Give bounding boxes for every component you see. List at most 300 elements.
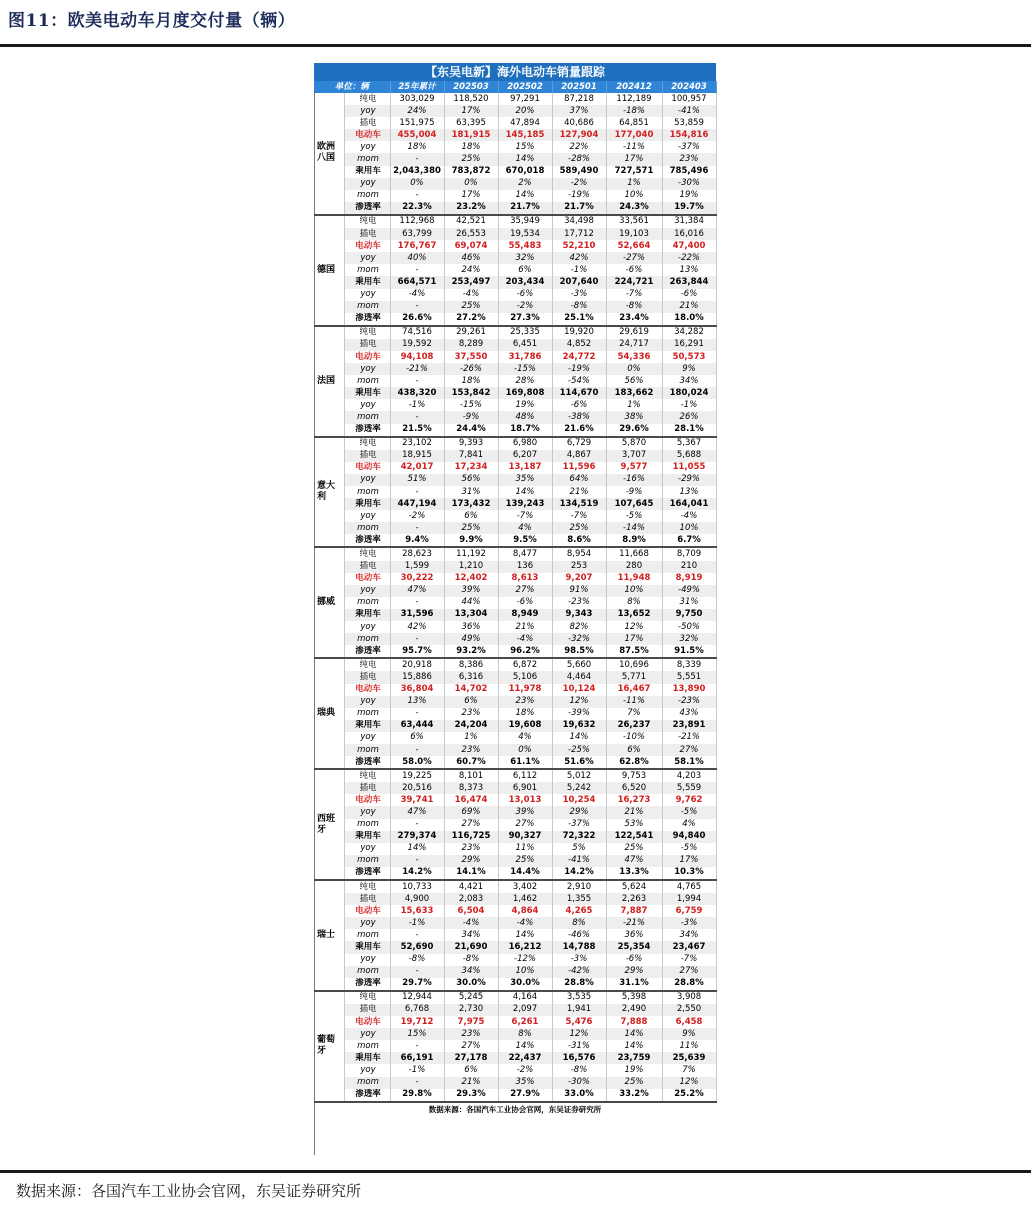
table-cell: -6% — [662, 289, 716, 301]
table-cell: 19% — [606, 1064, 662, 1076]
table-cell: 29.6% — [606, 424, 662, 437]
metric-label: yoy — [344, 585, 390, 597]
table-cell: -6% — [498, 289, 552, 301]
table-row — [314, 387, 716, 399]
table-cell: 13.3% — [606, 867, 662, 880]
table-cell: 19,534 — [498, 228, 552, 240]
country-label: 瑞士 — [314, 880, 344, 991]
table-cell: 4% — [498, 732, 552, 744]
table-cell: 8.9% — [606, 534, 662, 547]
table-cell: 6,504 — [444, 905, 498, 917]
table-row — [314, 240, 716, 252]
table-cell: -1% — [390, 917, 444, 929]
table-cell: 29% — [552, 806, 606, 818]
table-cell: 23% — [662, 153, 716, 165]
table-cell: 24% — [390, 105, 444, 117]
column-header: 202501 — [552, 81, 606, 93]
table-cell: 31,384 — [662, 215, 716, 228]
table-cell: -2% — [552, 178, 606, 190]
table-cell: 136 — [498, 561, 552, 573]
table-cell: 25.2% — [662, 1089, 716, 1102]
table-cell: 69% — [444, 806, 498, 818]
metric-label: yoy — [344, 696, 390, 708]
table-row — [314, 450, 716, 462]
table-cell: 53,859 — [662, 117, 716, 129]
table-cell: 8% — [552, 917, 606, 929]
table-cell: 112,968 — [390, 215, 444, 228]
table-cell: 7,841 — [444, 450, 498, 462]
table-cell: 10.3% — [662, 867, 716, 880]
table-cell: 8,954 — [552, 547, 606, 560]
table-cell: 118,520 — [444, 93, 498, 105]
table-cell: 31.1% — [606, 978, 662, 991]
metric-label: mom — [344, 819, 390, 831]
metric-label: 渗透率 — [344, 534, 390, 547]
table-cell: 39% — [444, 585, 498, 597]
table-cell: -12% — [498, 954, 552, 966]
table-cell: 0% — [606, 363, 662, 375]
table-cell: 94,840 — [662, 831, 716, 843]
metric-label: mom — [344, 744, 390, 756]
table-cell: 14% — [390, 843, 444, 855]
table-cell: 1,462 — [498, 893, 552, 905]
table-cell: 207,640 — [552, 276, 606, 288]
metric-label: 插电 — [344, 228, 390, 240]
table-cell: 10,124 — [552, 684, 606, 696]
table-cell: 670,018 — [498, 166, 552, 178]
table-cell: 13% — [662, 264, 716, 276]
table-row — [314, 917, 716, 929]
table-cell: 10% — [606, 190, 662, 202]
table-row — [314, 978, 716, 991]
table-cell: 438,320 — [390, 387, 444, 399]
table-cell: 13,187 — [498, 462, 552, 474]
table-cell: 783,872 — [444, 166, 498, 178]
table-cell: 6,759 — [662, 905, 716, 917]
table-cell: -39% — [552, 708, 606, 720]
table-cell: 23% — [498, 696, 552, 708]
table-row — [314, 843, 716, 855]
table-cell: -3% — [552, 289, 606, 301]
table-cell: -30% — [662, 178, 716, 190]
table-cell: -14% — [606, 522, 662, 534]
table-cell: -26% — [444, 363, 498, 375]
metric-label: 纯电 — [344, 658, 390, 671]
table-cell: 3,402 — [498, 880, 552, 893]
metric-label: mom — [344, 708, 390, 720]
table-row — [314, 621, 716, 633]
table-cell: - — [390, 153, 444, 165]
table-cell: - — [390, 708, 444, 720]
metric-label: 渗透率 — [344, 313, 390, 326]
table-cell: 7% — [662, 1064, 716, 1076]
metric-label: 电动车 — [344, 129, 390, 141]
table-cell: 21.5% — [390, 424, 444, 437]
table-cell: 23,467 — [662, 941, 716, 953]
table-cell: 14,702 — [444, 684, 498, 696]
table-cell: 51% — [390, 474, 444, 486]
metric-label: mom — [344, 1077, 390, 1089]
table-cell: 27% — [498, 819, 552, 831]
table-cell: -19% — [552, 363, 606, 375]
table-cell: 11% — [498, 843, 552, 855]
table-cell: 23% — [444, 708, 498, 720]
table-cell: 22.3% — [390, 202, 444, 215]
table-cell: 19.7% — [662, 202, 716, 215]
table-cell: 60.7% — [444, 756, 498, 769]
table-cell: -41% — [662, 105, 716, 117]
metric-label: 插电 — [344, 1004, 390, 1016]
metric-label: 乘用车 — [344, 941, 390, 953]
table-cell: 4,765 — [662, 880, 716, 893]
table-cell: 23% — [444, 1028, 498, 1040]
table-cell: - — [390, 597, 444, 609]
table-row — [314, 831, 716, 843]
table-cell: 17% — [662, 855, 716, 867]
table-cell: 49% — [444, 633, 498, 645]
table-cell: -3% — [552, 954, 606, 966]
table-cell: -42% — [552, 966, 606, 978]
table-cell: 28.1% — [662, 424, 716, 437]
table-cell: -1% — [390, 1064, 444, 1076]
metric-label: mom — [344, 966, 390, 978]
table-cell: 42,521 — [444, 215, 498, 228]
table-note-row — [314, 1102, 716, 1117]
table-cell: -41% — [552, 855, 606, 867]
table-cell: 63,799 — [390, 228, 444, 240]
table-cell: 9.9% — [444, 534, 498, 547]
metric-label: yoy — [344, 178, 390, 190]
table-cell: 14% — [498, 153, 552, 165]
table-cell: 589,490 — [552, 166, 606, 178]
table-cell: 29% — [606, 966, 662, 978]
table-row — [314, 671, 716, 683]
table-cell: 173,432 — [444, 498, 498, 510]
table-cell: 5,771 — [606, 671, 662, 683]
table-row — [314, 486, 716, 498]
table-cell: 17,234 — [444, 462, 498, 474]
table-cell: 27.3% — [498, 313, 552, 326]
table-row — [314, 437, 716, 450]
metric-label: 插电 — [344, 561, 390, 573]
table-cell: 21% — [606, 806, 662, 818]
table-cell: 32% — [662, 633, 716, 645]
table-cell: -7% — [498, 510, 552, 522]
table-cell: 4% — [498, 522, 552, 534]
table-cell: 2,910 — [552, 880, 606, 893]
table-cell: 23% — [444, 843, 498, 855]
table-cell: 280 — [606, 561, 662, 573]
table-cell: 33.2% — [606, 1089, 662, 1102]
table-cell: 6% — [444, 696, 498, 708]
table-cell: 17% — [444, 105, 498, 117]
metric-label: 电动车 — [344, 905, 390, 917]
table-cell: -25% — [552, 744, 606, 756]
table-cell: 116,725 — [444, 831, 498, 843]
table-cell: 24% — [444, 264, 498, 276]
table-cell: 35% — [498, 474, 552, 486]
table-cell: 11,055 — [662, 462, 716, 474]
metric-label: 插电 — [344, 671, 390, 683]
table-cell: -10% — [606, 732, 662, 744]
metric-label: 渗透率 — [344, 756, 390, 769]
table-cell: 39% — [498, 806, 552, 818]
table-cell: 34% — [444, 929, 498, 941]
metric-label: 渗透率 — [344, 202, 390, 215]
table-cell: 39,741 — [390, 794, 444, 806]
table-cell: 19,920 — [552, 326, 606, 339]
table-cell: 154,816 — [662, 129, 716, 141]
table-cell: 54,336 — [606, 351, 662, 363]
column-header: 25年累计 — [390, 81, 444, 93]
metric-label: yoy — [344, 917, 390, 929]
table-cell: 72,322 — [552, 831, 606, 843]
table-cell: 14% — [606, 1040, 662, 1052]
table-cell: 4,421 — [444, 880, 498, 893]
table-row — [314, 991, 716, 1004]
table-cell: 30.0% — [498, 978, 552, 991]
table-cell: - — [390, 1077, 444, 1089]
table-cell: 9.5% — [498, 534, 552, 547]
table-cell: 5,559 — [662, 782, 716, 794]
metric-label: 渗透率 — [344, 645, 390, 658]
table-cell: -37% — [662, 141, 716, 153]
table-cell: -22% — [662, 252, 716, 264]
table-cell: 8,373 — [444, 782, 498, 794]
table-cell: 114,670 — [552, 387, 606, 399]
table-row — [314, 561, 716, 573]
table-cell: 6% — [444, 1064, 498, 1076]
table-row — [314, 1004, 716, 1016]
table-row — [314, 510, 716, 522]
table-cell: 10,696 — [606, 658, 662, 671]
table-cell: - — [390, 819, 444, 831]
table-cell: 13,652 — [606, 609, 662, 621]
metric-label: 乘用车 — [344, 720, 390, 732]
table-cell: 2,043,380 — [390, 166, 444, 178]
table-cell: 20,516 — [390, 782, 444, 794]
table-cell: 8% — [606, 597, 662, 609]
table-row — [314, 684, 716, 696]
table-row — [314, 744, 716, 756]
table-cell: 4,265 — [552, 905, 606, 917]
table-cell: 11,192 — [444, 547, 498, 560]
table-cell: 176,767 — [390, 240, 444, 252]
table-title: 【东吴电新】海外电动车销量跟踪 — [314, 63, 716, 81]
table-cell: 11% — [662, 1040, 716, 1052]
metric-label: yoy — [344, 621, 390, 633]
table-cell: 12,944 — [390, 991, 444, 1004]
table-cell: 7,888 — [606, 1016, 662, 1028]
figure-title: 图11：欧美电动车月度交付量（辆） — [8, 11, 296, 31]
table-cell: 26,237 — [606, 720, 662, 732]
metric-label: 乘用车 — [344, 387, 390, 399]
table-cell: 0% — [390, 178, 444, 190]
table-cell: 16,016 — [662, 228, 716, 240]
table-cell: 29,261 — [444, 326, 498, 339]
metric-label: 纯电 — [344, 880, 390, 893]
table-cell: 46% — [444, 252, 498, 264]
table-cell: 164,041 — [662, 498, 716, 510]
table-cell: 5,476 — [552, 1016, 606, 1028]
table-cell: -1% — [552, 264, 606, 276]
table-row — [314, 782, 716, 794]
table-cell: 24.4% — [444, 424, 498, 437]
table-cell: 93.2% — [444, 645, 498, 658]
table-cell: 8,101 — [444, 769, 498, 782]
table-cell: 96.2% — [498, 645, 552, 658]
table-cell: 25,639 — [662, 1052, 716, 1064]
table-row — [314, 351, 716, 363]
metric-label: yoy — [344, 105, 390, 117]
table-cell: 19,632 — [552, 720, 606, 732]
table-row — [314, 375, 716, 387]
table-row — [314, 794, 716, 806]
table-row — [314, 954, 716, 966]
table-cell: 6,451 — [498, 339, 552, 351]
table-cell: 38% — [606, 411, 662, 423]
table-cell: 279,374 — [390, 831, 444, 843]
table-cell: 1,941 — [552, 1004, 606, 1016]
country-label: 意大利 — [314, 437, 344, 548]
table-cell: 28.8% — [662, 978, 716, 991]
metric-label: 纯电 — [344, 215, 390, 228]
table-cell: 19,712 — [390, 1016, 444, 1028]
table-cell: 664,571 — [390, 276, 444, 288]
table-cell: 12% — [606, 621, 662, 633]
table-cell: 62.8% — [606, 756, 662, 769]
table-cell: -38% — [552, 411, 606, 423]
table-cell: -21% — [662, 732, 716, 744]
table-cell: 112,189 — [606, 93, 662, 105]
table-cell: 9,207 — [552, 573, 606, 585]
table-cell: 26% — [662, 411, 716, 423]
table-cell: - — [390, 855, 444, 867]
table-cell: -3% — [662, 917, 716, 929]
table-cell: 263,844 — [662, 276, 716, 288]
table-cell: 42% — [390, 621, 444, 633]
table-cell: -19% — [552, 190, 606, 202]
metric-label: 电动车 — [344, 1016, 390, 1028]
table-cell: 61.1% — [498, 756, 552, 769]
column-header: 202403 — [662, 81, 716, 93]
table-cell: - — [390, 486, 444, 498]
table-cell: 90,327 — [498, 831, 552, 843]
table-cell: 5,688 — [662, 450, 716, 462]
metric-label: yoy — [344, 141, 390, 153]
table-cell: 1,210 — [444, 561, 498, 573]
table-cell: -31% — [552, 1040, 606, 1052]
metric-label: yoy — [344, 1028, 390, 1040]
country-label: 西班牙 — [314, 769, 344, 880]
table-cell: 6,261 — [498, 1016, 552, 1028]
source-note: 数据来源：各国汽车工业协会官网，东吴证券研究所 — [16, 1182, 362, 1200]
table-cell: 14% — [498, 1040, 552, 1052]
table-cell: 107,645 — [606, 498, 662, 510]
table-cell: 33.0% — [552, 1089, 606, 1102]
table-cell: 303,029 — [390, 93, 444, 105]
table-cell: 34,282 — [662, 326, 716, 339]
metric-label: 插电 — [344, 339, 390, 351]
table-cell: 253,497 — [444, 276, 498, 288]
table-cell: 69,074 — [444, 240, 498, 252]
table-cell: -8% — [606, 301, 662, 313]
table-cell: 16,291 — [662, 339, 716, 351]
table-cell: 447,194 — [390, 498, 444, 510]
table-cell: 21% — [444, 1077, 498, 1089]
table-cell: 29.7% — [390, 978, 444, 991]
table-cell: 28,623 — [390, 547, 444, 560]
table-row — [314, 252, 716, 264]
table-cell: 14.1% — [444, 867, 498, 880]
table-cell: -4% — [390, 289, 444, 301]
table-cell: 25% — [444, 522, 498, 534]
country-label: 葡萄牙 — [314, 991, 344, 1102]
table-cell: 29.8% — [390, 1089, 444, 1102]
table-cell: 58.1% — [662, 756, 716, 769]
table-cell: 6% — [390, 732, 444, 744]
table-cell: 50,573 — [662, 351, 716, 363]
table-cell: -6% — [552, 399, 606, 411]
table-cell: 139,243 — [498, 498, 552, 510]
table-cell: -7% — [606, 289, 662, 301]
metric-label: 乘用车 — [344, 831, 390, 843]
table-cell: 6,520 — [606, 782, 662, 794]
table-cell: 24,717 — [606, 339, 662, 351]
table-cell: 66,191 — [390, 1052, 444, 1064]
table-cell: 151,975 — [390, 117, 444, 129]
table-cell: -16% — [606, 474, 662, 486]
table-cell: - — [390, 633, 444, 645]
table-cell: -9% — [444, 411, 498, 423]
table-cell: 29.3% — [444, 1089, 498, 1102]
table-row — [314, 522, 716, 534]
table-cell: 8.6% — [552, 534, 606, 547]
table-row — [314, 1016, 716, 1028]
table-cell: 18% — [444, 141, 498, 153]
table-cell: - — [390, 966, 444, 978]
table-cell: -7% — [662, 954, 716, 966]
table-cell: 29,619 — [606, 326, 662, 339]
table-cell: -4% — [444, 289, 498, 301]
table-cell: 15% — [390, 1028, 444, 1040]
table-row — [314, 819, 716, 831]
table-cell: 9,393 — [444, 437, 498, 450]
table-row — [314, 301, 716, 313]
table-cell: 2% — [498, 178, 552, 190]
table-cell: 19,225 — [390, 769, 444, 782]
table-cell: 91% — [552, 585, 606, 597]
ev-sales-table-container — [314, 63, 716, 1117]
table-cell: 2,550 — [662, 1004, 716, 1016]
table-cell: 180,024 — [662, 387, 716, 399]
table-cell: 21.7% — [498, 202, 552, 215]
table-cell: -18% — [606, 105, 662, 117]
table-cell: 3,908 — [662, 991, 716, 1004]
table-cell: 6,458 — [662, 1016, 716, 1028]
table-cell: 18% — [444, 375, 498, 387]
table-cell: 21.6% — [552, 424, 606, 437]
table-cell: 23.2% — [444, 202, 498, 215]
table-cell: 1% — [606, 399, 662, 411]
table-cell: 16,273 — [606, 794, 662, 806]
table-cell: 22% — [552, 141, 606, 153]
metric-label: 插电 — [344, 450, 390, 462]
table-row — [314, 633, 716, 645]
table-cell: 6% — [498, 264, 552, 276]
table-cell: 6.7% — [662, 534, 716, 547]
table-cell: 6,729 — [552, 437, 606, 450]
